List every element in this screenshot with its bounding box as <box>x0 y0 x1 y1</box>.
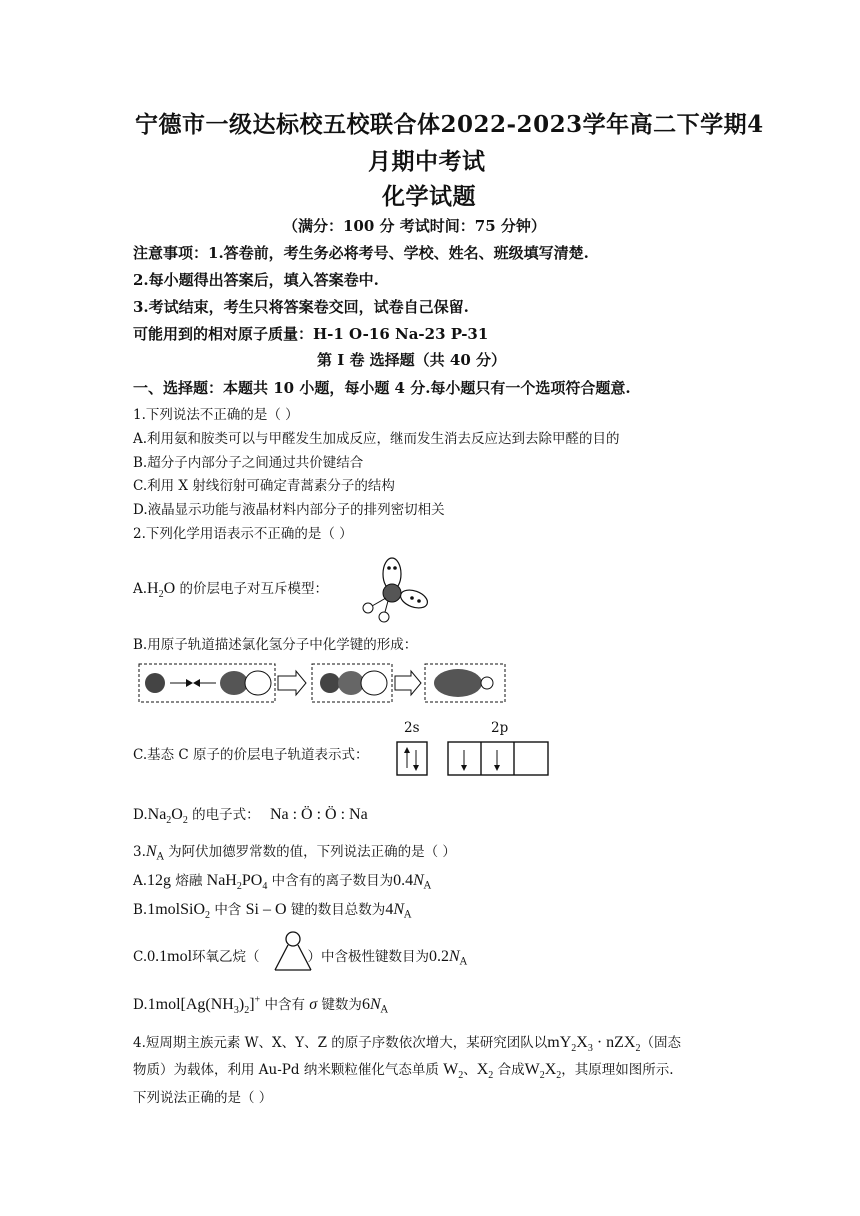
q2-option-b: B.用原子轨道描述氯化氢分子中化学键的形成： <box>133 637 418 653</box>
q2-option-d: $D.Na_2O_2$ 的电子式： Na : Ö : Ö : Na <box>133 806 368 827</box>
q3-option-d: $D.1mol[Ag(NH_3)_2]^+$ 中含有 σ 键数为$6N_A$ <box>133 994 388 1017</box>
vsepr-water-diagram <box>352 552 432 622</box>
q1-option-c: C.利用 X 射线衍射可确定青蒿素分子的结构 <box>133 478 395 494</box>
sodium-peroxide-electron-formula: Na : Ö : Ö : Na <box>269 806 368 823</box>
q3-stem: $3.N_A$ 为阿伏加德罗常数的值，下列说法正确的是（ ） <box>133 843 456 863</box>
q4-line1: 4.短周期主族元素 W、X、Y、Z 的原子序数依次增大，某研究团队以$mY_2X_3 \cdot nZX_2$（固态 <box>133 1034 681 1055</box>
exam-info: （满分：100 分 考试时间：75 分钟） <box>283 217 546 235</box>
q3-option-c: C.0.1mol环氧乙烷（ ）中含极性键数目为$0.2N_A$ <box>133 948 467 968</box>
notes-line2: 2.每小题得出答案后，填入答案卷中. <box>133 271 379 289</box>
q4-line3: 下列说法正确的是（ ） <box>133 1090 273 1106</box>
exam-title-line2: 月期中考试 <box>368 148 486 175</box>
exam-title-line1: 宁德市一级达标校五校联合体2022-2023学年高二下学期4 <box>135 111 764 138</box>
notes-line1: 注意事项：1.答卷前，考生务必将考号、学校、姓名、班级填写清楚. <box>133 244 589 262</box>
orbital-overlap-diagram <box>138 662 508 706</box>
q2-stem: 2.下列化学用语表示不正确的是（ ） <box>133 526 353 542</box>
notes-line3: 3.考试结束，考生只将答案卷交回，试卷自己保留. <box>133 298 469 316</box>
q3-option-b: B.1molSiO$_2$ 中含 Si – O 键的数目总数为$4N_A$ <box>133 901 412 922</box>
q2-option-c: C.基态 C 原子的价层电子轨道表示式： <box>133 747 369 763</box>
q3-option-a: A.12g 熔融 $NaH_2PO_4$ 中含有的离子数目为$0.4N_A$ <box>133 872 432 893</box>
section-instructions: 一、选择题：本题共 10 小题，每小题 4 分.每小题只有一个选项符合题意. <box>133 379 631 397</box>
orbital-label-2p: 2p <box>491 720 509 736</box>
q1-stem: 1.下列说法不正确的是（ ） <box>133 407 299 423</box>
q1-option-b: B.超分子内部分子之间通过共价键结合 <box>133 455 364 471</box>
q1-option-d: D.液晶显示功能与液晶材料内部分子的排列密切相关 <box>133 502 445 518</box>
section-title: 第 Ⅰ 卷 选择题（共 40 分） <box>317 351 507 369</box>
epoxyethane-structure-icon <box>268 930 318 974</box>
atomic-mass-line: 可能用到的相对原子质量：H-1 O-16 Na-23 P-31 <box>133 325 489 343</box>
q4-line2: 物质）为载体，利用 Au-Pd 纳米颗粒催化气态单质 $W_2$、$X_2$ 合成$W_2X_2$，其原理如图所示. <box>133 1061 674 1082</box>
orbital-label-2s: 2s <box>404 720 420 736</box>
q1-option-a: A.利用氨和胺类可以与甲醛发生加成反应，继而发生消去反应达到去除甲醛的目的 <box>133 431 620 447</box>
orbital-box-diagram <box>396 741 552 777</box>
q2-option-a: $A.H_2O$ 的价层电子对互斥模型： <box>133 580 328 601</box>
subject-title: 化学试题 <box>382 183 476 210</box>
